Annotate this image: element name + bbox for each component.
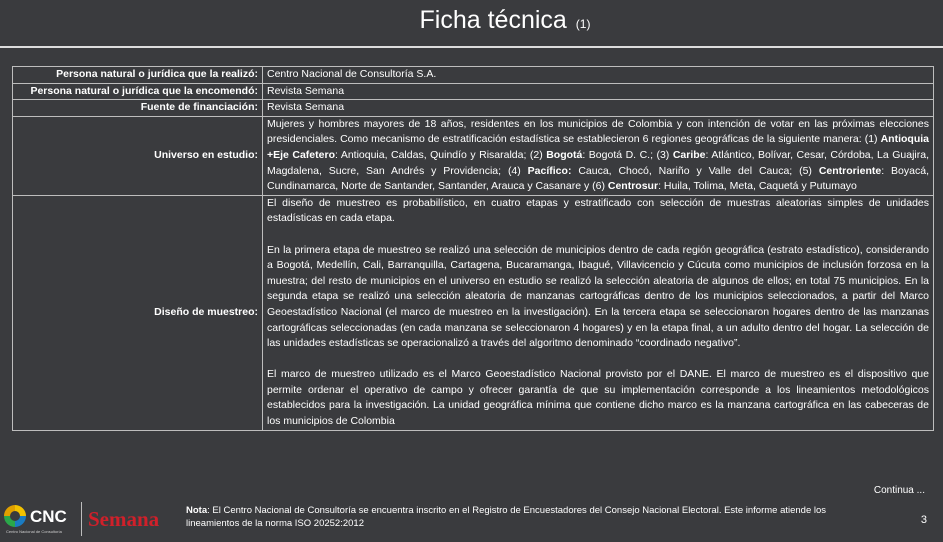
paragraph: El diseño de muestreo es probabilístico, en cuatro etapas y estratificado con selección de muestras aleatorias simples de unidades estadísticas en cada etapa. xyxy=(267,196,929,225)
row-label: Persona natural o jurídica que la realizó: xyxy=(13,67,263,84)
footer-logos xyxy=(4,502,184,538)
page-title: Ficha técnica (1) xyxy=(419,6,591,34)
table-row xyxy=(13,83,934,100)
row-value: Revista Semana xyxy=(263,100,934,117)
region-name: Antioquia +Eje Cafetero xyxy=(267,133,929,161)
continua-label: Continua ... xyxy=(873,485,925,496)
note-label: Nota xyxy=(186,505,208,516)
row-label: Persona natural o jurídica que la encomendó: xyxy=(13,83,263,100)
title-divider xyxy=(0,46,943,48)
table-row xyxy=(13,195,934,430)
ficha-table xyxy=(12,66,934,431)
page-number: 3 xyxy=(920,514,927,526)
region-name: Pacífico: xyxy=(527,164,572,177)
region-name: Centrosur xyxy=(607,180,659,193)
footer-note: Nota: El Centro Nacional de Consultoría se encuentra inscrito en el Registro de Encuestadores del Consejo Nacional Electoral. Este informe atiende los lineamientos de la norma ISO 20252:2012 xyxy=(186,505,827,529)
universo-text: Mujeres y hombres mayores de 18 años, residentes en los municipios de Colombia y con intención de votar en las próximas elecciones presidenciales. Como mecanismo de estratificación estadística se establecieron 6 regiones geográficas de la siguiente manera: (1) Antioquia +Eje Cafetero: Antioquia, Caldas, Quindío y Risaralda; (2) Bogotá: Bogotá D. C.; (3) Caribe: Atlántico, Bolívar, Cesar, Córdoba, La Guajira, Magdalena, Sucre, San Andrés y Providencia; (4) Pacífico: Cauca, Chocó, Nariño y Valle del Cauca; (5) Centroriente: Boyacá, Cundinamarca, Norte de Santander, Santander, Arauca y Casanare y (6) Centrosur: Huila, Tolima, Meta, Caquetá y Putumayo xyxy=(263,116,934,195)
cnc-logo-icon xyxy=(4,505,26,527)
row-label: Universo en estudio: xyxy=(13,116,263,195)
region-name: Centroriente xyxy=(818,164,882,177)
table-row xyxy=(13,100,934,117)
row-value: Revista Semana xyxy=(263,83,934,100)
region-name: Bogotá xyxy=(546,148,583,161)
title-note: (1) xyxy=(575,17,591,31)
region-name: Caribe xyxy=(672,148,706,161)
logo-divider xyxy=(81,502,82,536)
row-label: Fuente de financiación: xyxy=(13,100,263,117)
table-row xyxy=(13,116,934,195)
paragraph: El marco de muestreo utilizado es el Marco Geoestadístico Nacional provisto por el DANE. El marco de muestreo es el dispositivo que permite ordenar el operativo de campo y ofrecer garantía de que su implementación corresponde a los lineamientos metodológicos establecidos para la investigación. La unidad geográfica mínima que contiene dicho marco es la manzana cartográfica en las cabeceras de los municipios de Colombia xyxy=(267,368,929,428)
cnc-logo: CNC xyxy=(30,507,67,526)
row-value: Centro Nacional de Consultoría S.A. xyxy=(263,67,934,84)
title-bar xyxy=(0,0,943,47)
paragraph: En la primera etapa de muestreo se realizó una selección de municipios dentro de cada región geográfica (estrato estadístico), considerando a Bogotá, Medellín, Cali, Barranquilla, Cartagena, Bucaramanga, Ibagué, Villavicencio y Cúcuta como municipios de inclusión forzosa en la muestra; del resto de municipios en el universo en estudio se realizó la selección aleatoria de algunos de ellos; en total 75 municipios. En la segunda etapa se realizó una selección aleatoria de manzanas cartográficas dentro de los municipios seleccionados, a partir del Marco Geoestadístico Nacional (el marco de muestreo en la investigación). En la tercera etapa se seleccionaron hogares dentro de las manzanas cartográficas seleccionadas (en cada manzana se seleccionaron 4 hogares) y en la etapa final, a un adulto dentro del hogar. La selección de las unidades estadísticas se operacionalizó a través del algoritmo denominado “coordinado negativo”. xyxy=(267,243,929,350)
semana-logo: Semana xyxy=(88,507,160,531)
diseno-text xyxy=(263,195,934,430)
table-row xyxy=(13,67,934,84)
row-label: Diseño de muestreo: xyxy=(13,195,263,430)
cnc-logo-subtitle: Centro Nacional de Consultoría xyxy=(6,529,62,534)
